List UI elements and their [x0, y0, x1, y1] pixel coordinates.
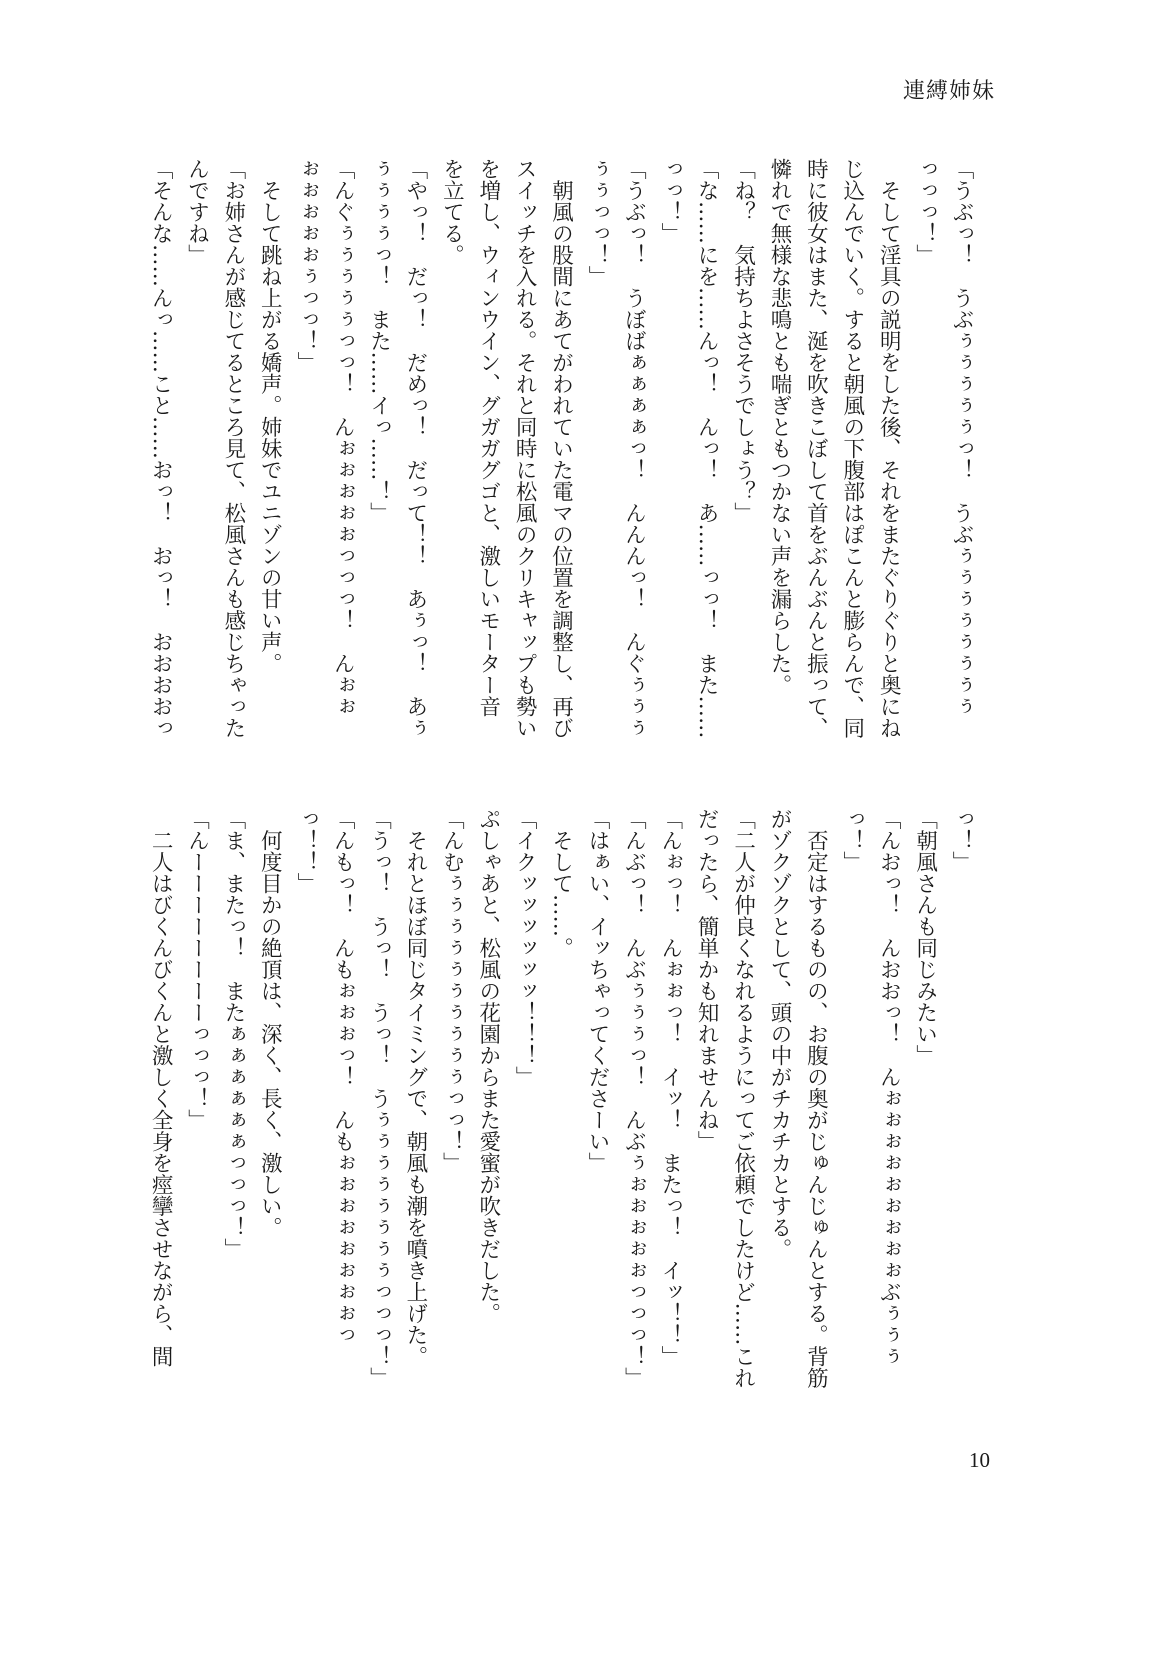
text-line: っ！！」 [293, 808, 319, 894]
text-block-bottom [142, 808, 979, 1390]
text-line: 「うぶっ！ うぶぅぅぅぅぅっ！ うぶぅぅぅぅぅぅぅぅ [949, 158, 974, 717]
text-line: がゾクゾクとして、頭の中がチカチカとする。 [766, 808, 792, 1260]
text-line: 「ね？ 気持ちよさそうでしょう？」 [730, 158, 756, 524]
text-line: 「んーーーーーーーーっっっ！」 [184, 808, 210, 1131]
text-line: それとほぼ同じタイミングで、朝風も潮を噴き上げた。 [402, 808, 428, 1367]
text-line: っ！」 [839, 808, 865, 873]
page-number: 10 [969, 1448, 990, 1472]
text-line: 朝風の股間にあてがわれていた電マの位置を調整し、再び [548, 158, 574, 739]
running-header-title: 連縛姉妹 [902, 79, 995, 104]
text-line: 「んぶっ！ んぶぅぅぅっ！ んぶぅぉぉぉぉぉっっっ！」 [621, 808, 647, 1389]
text-line: そして……。 [548, 808, 574, 959]
text-line: 「んぉっ！ んぉぉっ！ イッ！ またっ！ イッ！！」 [657, 808, 683, 1367]
text-line: を立てる。 [439, 158, 465, 266]
text-line: 「んぐぅぅぅぅぅっっ！ んぉぉぉぉぉっっっ！ んぉぉ [330, 158, 356, 717]
text-line: 「ま、またっ！ またぁぁぁぁぁぁっっっ！」 [220, 808, 246, 1260]
text-line: んですね」 [184, 158, 210, 266]
text-line: 「んもっ！ んもぉぉぉっ！ んもぉぉぉぉぉぉぉぉっ [330, 808, 356, 1346]
text-line: ぅぅぅぅっ！ また……イっ……！」 [366, 158, 392, 524]
text-line: っっっ！」 [912, 158, 938, 266]
text-line: 「やっ！ だっ！ だめっ！ だって！！ あぅっ！ あぅ [402, 158, 428, 739]
text-block-top [142, 158, 979, 740]
text-line: ぅぅっっ！」 [584, 158, 610, 287]
text-line: ぉぉぉぉぉぅっっ！」 [293, 158, 319, 373]
text-line: 「二人が仲良くなれるようにってご依頼でしたけど……これ [730, 808, 756, 1389]
text-line: 「はぁい、イッちゃってくださーい」 [584, 808, 610, 1174]
text-line: っ！」 [949, 808, 974, 873]
text-line: 「な……にを……んっ！ んっ！ あ……っっ！ また…… [694, 158, 720, 739]
text-line: 時に彼女はまた、涎を吹きこぼして首をぶんぶんと振って、 [803, 158, 829, 739]
text-line: 「イクッッッッッッ！！！」 [512, 808, 538, 1088]
text-line: を増し、ウィンウイン、グガガグゴと、激しいモーター音 [475, 158, 501, 717]
text-line: だったら、簡単かも知れませんね」 [694, 808, 720, 1152]
text-line: そして淫具の説明をした後、それをまたぐりぐりと奥にね [876, 158, 902, 739]
text-line: 「うぶっ！ うぼばぁぁぁぁっ！ んんんっ！ んぐぅぅぅ [621, 158, 647, 739]
text-line: スイッチを入れる。それと同時に松風のクリキャップも勢い [512, 158, 538, 739]
text-line: 「朝風さんも同じみたい」 [912, 808, 938, 1066]
text-line: 「お姉さんが感じてるところ見て、松風さんも感じちゃった [220, 158, 246, 739]
text-line: 何度目かの絶頂は、深く、長く、激しい。 [257, 808, 283, 1238]
text-line: 二人はびくんびくんと激しく全身を痙攣させながら、間 [148, 808, 174, 1367]
text-line: っっ！」 [657, 158, 683, 244]
text-line: 「んむぅぅぅぅぅぅぅぅぅぅっっ！」 [439, 808, 465, 1174]
text-line: ぷしゃあと、松風の花園からまた愛蜜が吹きだした。 [475, 808, 501, 1324]
text-line: そして跳ね上がる嬌声。姉妹でユニゾンの甘い声。 [257, 158, 283, 674]
text-line: 否定はするものの、お腹の奥がじゅんじゅんとする。背筋 [803, 808, 829, 1389]
text-line: 「うっ！ うっ！ うっ！ うぅぅぅぅぅぅぅぅっっっ！」 [366, 808, 392, 1389]
text-line: じ込んでいく。すると朝風の下腹部はぽこんと膨らんで、同 [839, 158, 865, 739]
text-line: 憐れで無様な悲鳴とも喘ぎともつかない声を漏らした。 [766, 158, 792, 696]
text-line: 「んおっ！ んおおっ！ んぉぉぉぉぉぉぉぉぉぶぅぅぅ [876, 808, 902, 1367]
text-line: 「そんな……んっ……こと……おっ！ おっ！ おおおおっ [148, 158, 174, 739]
